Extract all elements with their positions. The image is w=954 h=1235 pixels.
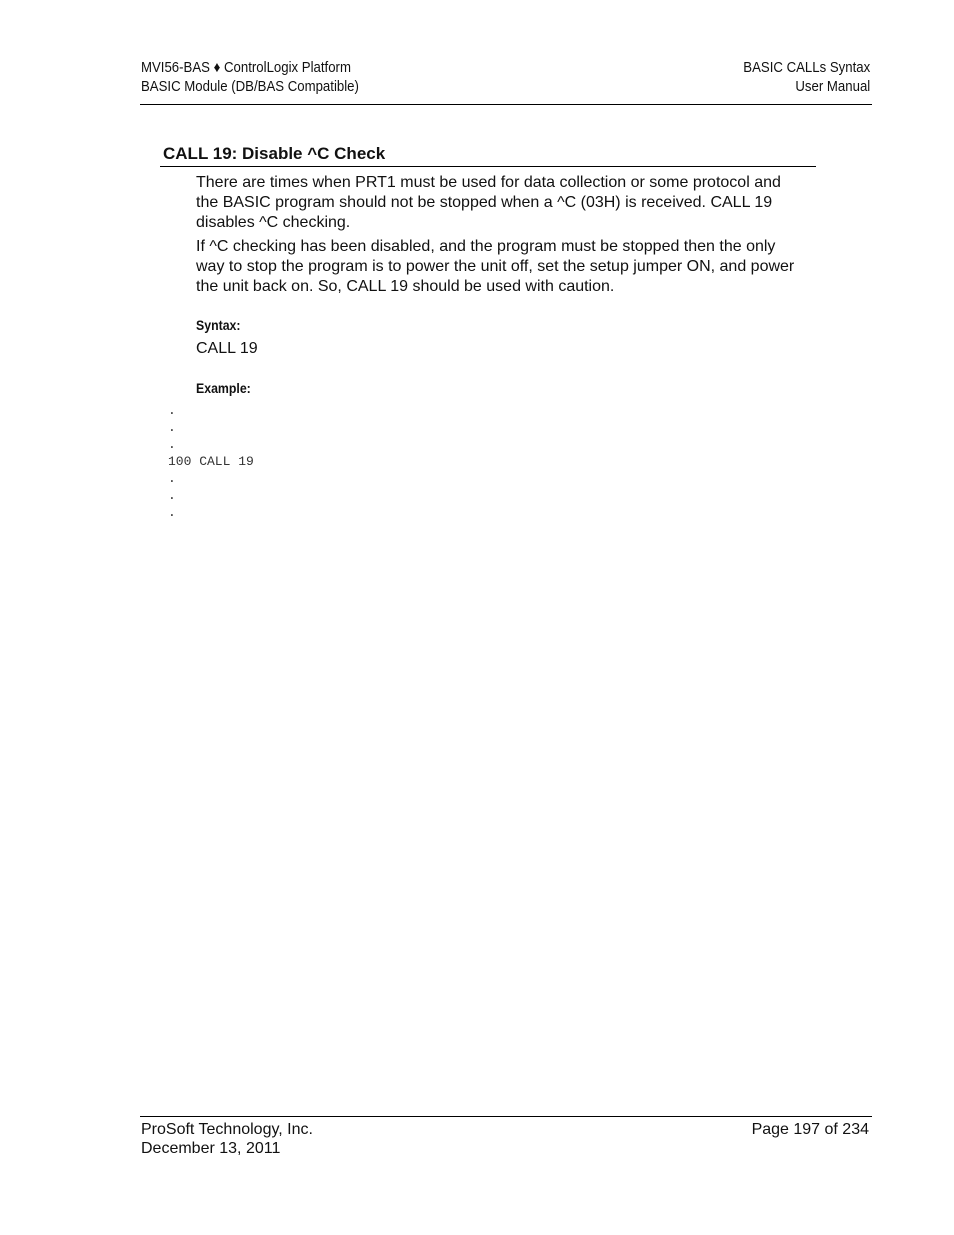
header-product: MVI56-BAS ♦ ControlLogix Platform [141, 59, 351, 76]
example-heading: Example: [196, 380, 251, 396]
code-line: . [168, 420, 176, 435]
section-divider [160, 166, 816, 167]
syntax-heading: Syntax: [196, 317, 241, 333]
code-line: 100 CALL 19 [168, 454, 254, 469]
header-module: BASIC Module (DB/BAS Compatible) [141, 78, 359, 95]
code-line: . [168, 403, 176, 418]
example-code-block [168, 402, 254, 521]
header-doc-type: User Manual [795, 78, 870, 95]
header-chapter: BASIC CALLs Syntax [743, 59, 870, 76]
header-left [141, 58, 359, 96]
footer-company: ProSoft Technology, Inc. [141, 1121, 313, 1138]
code-line: . [168, 488, 176, 503]
page-number: Page 197 of 234 [751, 1121, 869, 1138]
footer-date: December 13, 2011 [141, 1140, 281, 1157]
code-line: . [168, 505, 176, 520]
footer-left [141, 1120, 313, 1158]
footer-right [752, 1120, 869, 1139]
header-divider [140, 104, 872, 105]
code-line: . [168, 471, 176, 486]
section-title: CALL 19: Disable ^C Check [163, 144, 386, 163]
footer-divider [140, 1116, 872, 1117]
paragraph-caution: If ^C checking has been disabled, and the program must be stopped then the only way to stop the program is to power the unit off, set the setup jumper ON, and power the unit back on. So, CALL 19 should be used with caution. [196, 238, 795, 295]
code-line: . [168, 437, 176, 452]
header-right [743, 58, 870, 96]
syntax-text: CALL 19 [196, 340, 258, 357]
paragraph-intro: There are times when PRT1 must be used for data collection or some protocol and the BASIC program should not be stopped when a ^C (03H) is received. CALL 19 disables ^C checking. [196, 174, 781, 231]
